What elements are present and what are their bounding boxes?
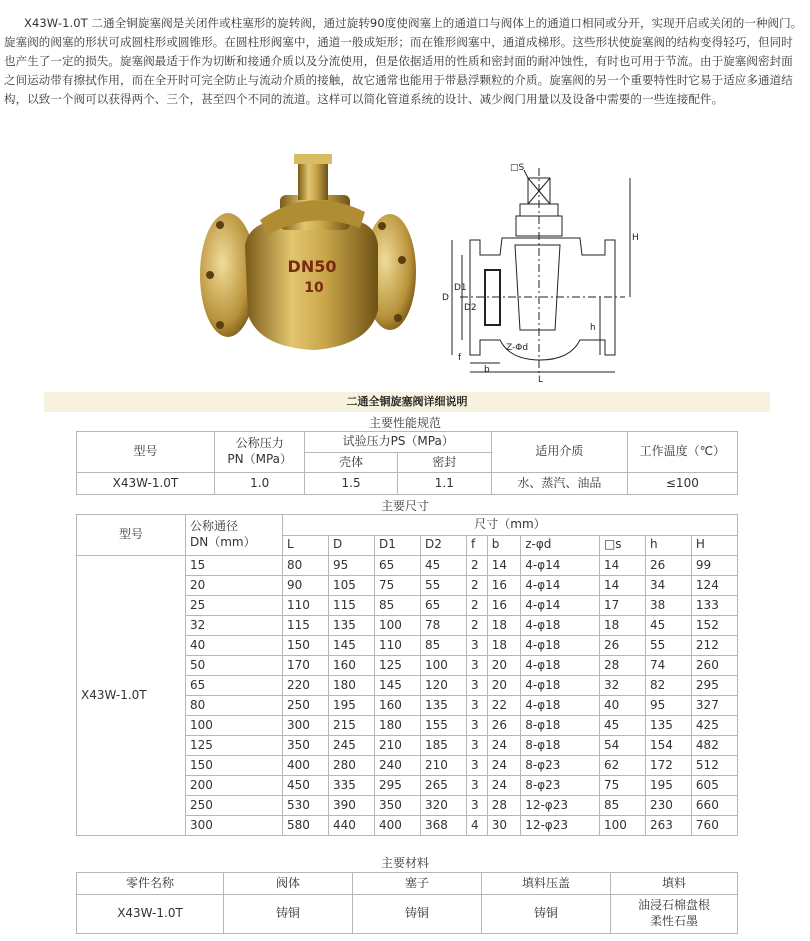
size-cell: 580 xyxy=(283,816,329,836)
perf-header-test: 试验压力PS（MPa） xyxy=(305,432,491,453)
size-dn-cell: 25 xyxy=(186,596,283,616)
size-cell: 26 xyxy=(487,716,520,736)
size-cell: 8-φ18 xyxy=(521,736,600,756)
size-cell: 78 xyxy=(420,616,466,636)
size-cell: 3 xyxy=(466,776,487,796)
size-col-header: D xyxy=(328,535,374,556)
size-cell: 55 xyxy=(420,576,466,596)
size-cell: 230 xyxy=(645,796,691,816)
size-cell: 65 xyxy=(374,556,420,576)
size-cell: 3 xyxy=(466,736,487,756)
drawing-label-D2: D2 xyxy=(464,303,477,313)
drawing-label-zd: Z-Φd xyxy=(506,343,529,353)
size-cell: 8-φ23 xyxy=(521,776,600,796)
size-cell: 80 xyxy=(283,556,329,576)
size-cell: 18 xyxy=(487,636,520,656)
perf-header-shell: 壳体 xyxy=(305,453,397,473)
size-cell: 295 xyxy=(374,776,420,796)
size-col-header: b xyxy=(487,535,520,556)
size-cell: 110 xyxy=(283,596,329,616)
size-cell: 26 xyxy=(599,636,645,656)
size-cell: 450 xyxy=(283,776,329,796)
size-header-model: 型号 xyxy=(77,515,186,556)
size-cell: 85 xyxy=(599,796,645,816)
size-dn-cell: 32 xyxy=(186,616,283,636)
mat-packing-2: 柔性石墨 xyxy=(649,914,698,928)
size-cell: 124 xyxy=(691,576,737,596)
size-cell: 295 xyxy=(691,676,737,696)
size-cell: 38 xyxy=(645,596,691,616)
size-cell: 18 xyxy=(487,616,520,636)
size-cell: 4-φ18 xyxy=(521,656,600,676)
drawing-label-D: D xyxy=(442,293,449,303)
size-cell: 150 xyxy=(283,636,329,656)
section-size: 主要尺寸 xyxy=(380,499,429,513)
size-cell: 195 xyxy=(328,696,374,716)
mat-gland: 铸铜 xyxy=(482,895,611,934)
size-cell: 3 xyxy=(466,636,487,656)
size-cell: 145 xyxy=(328,636,374,656)
size-cell: 4-φ14 xyxy=(521,556,600,576)
size-cell: 400 xyxy=(283,756,329,776)
size-cell: 210 xyxy=(374,736,420,756)
size-cell: 20 xyxy=(487,656,520,676)
size-col-header: h xyxy=(645,535,691,556)
size-cell: 195 xyxy=(645,776,691,796)
mat-header-gland: 填料压盖 xyxy=(482,873,611,895)
size-model: X43W-1.0T xyxy=(77,556,186,836)
size-cell: 85 xyxy=(420,636,466,656)
size-cell: 24 xyxy=(487,736,520,756)
size-cell: 160 xyxy=(328,656,374,676)
size-cell: 75 xyxy=(599,776,645,796)
size-col-header: L xyxy=(283,535,329,556)
size-dn-cell: 50 xyxy=(186,656,283,676)
size-dn-cell: 80 xyxy=(186,696,283,716)
size-cell: 17 xyxy=(599,596,645,616)
mat-packing xyxy=(611,895,738,934)
size-cell: 3 xyxy=(466,756,487,776)
size-cell: 390 xyxy=(328,796,374,816)
size-header-dim: 尺寸（mm） xyxy=(283,515,738,536)
size-cell: 240 xyxy=(374,756,420,776)
size-cell: 368 xyxy=(420,816,466,836)
size-cell: 155 xyxy=(420,716,466,736)
size-cell: 4-φ14 xyxy=(521,596,600,616)
size-cell: 4-φ18 xyxy=(521,616,600,636)
size-cell: 32 xyxy=(599,676,645,696)
size-cell: 16 xyxy=(487,596,520,616)
detail-title: 二通全铜旋塞阀详细说明 xyxy=(44,392,770,412)
size-cell: 180 xyxy=(328,676,374,696)
perf-shell: 1.5 xyxy=(305,473,397,495)
drawing-label-H: H xyxy=(632,233,639,243)
size-cell: 28 xyxy=(599,656,645,676)
size-cell: 95 xyxy=(645,696,691,716)
perf-model: X43W-1.0T xyxy=(77,473,215,495)
drawing-label-b: b xyxy=(484,365,490,375)
size-cell: 265 xyxy=(420,776,466,796)
size-cell: 350 xyxy=(283,736,329,756)
size-cell: 24 xyxy=(487,776,520,796)
size-cell: 34 xyxy=(645,576,691,596)
mat-header-body: 阀体 xyxy=(224,873,353,895)
size-col-header: □s xyxy=(599,535,645,556)
size-col-header: f xyxy=(466,535,487,556)
size-col-header: H xyxy=(691,535,737,556)
section-performance: 主要性能规范 xyxy=(368,416,441,430)
mat-body: 铸铜 xyxy=(224,895,353,934)
size-cell: 20 xyxy=(487,676,520,696)
size-cell: 65 xyxy=(420,596,466,616)
size-col-header: D2 xyxy=(420,535,466,556)
size-cell: 3 xyxy=(466,656,487,676)
size-cell: 110 xyxy=(374,636,420,656)
size-cell: 250 xyxy=(283,696,329,716)
size-cell: 2 xyxy=(466,616,487,636)
size-cell: 90 xyxy=(283,576,329,596)
mat-plug: 铸铜 xyxy=(353,895,482,934)
perf-pn: 1.0 xyxy=(214,473,305,495)
intro-paragraph: X43W-1.0T 二通全铜旋塞阀是关闭件或柱塞形的旋转阀，通过旋转90度使阀塞上的通道口与阀体上的通道口相同或分开，实现开启或关闭的一种阀门。旋塞阀的阀塞的形状可成圆柱形或圆锥形。在圆柱形阀塞中，通道一般成矩形；而在锥形阀塞中，通道成梯形。这些形状使旋塞阀的结构变得轻巧，但同时也产生了一定的损失。旋塞阀最适于作为切断和接通介质以及分流使用，但是依据适用的性质和密封面的耐冲蚀性，有时也可用于节流。由于旋塞阀密封面之间运动带有擦拭作用，而在全开时可完全防止与流动介质的接触，故它通常也能用于带悬浮颗粒的介质。旋塞阀的另一个重要特性时它易于适应多通道结构，以致一个阀可以获得两个、三个，甚至四个不同的流道。这样可以简化管道系统的设计、减少阀门用量以及设备中需要的一些连接配件。 xyxy=(4,16,803,106)
size-cell: 350 xyxy=(374,796,420,816)
size-cell: 154 xyxy=(645,736,691,756)
size-cell: 12-φ23 xyxy=(521,816,600,836)
mat-model: X43W-1.0T xyxy=(77,895,224,934)
performance-table xyxy=(76,431,738,495)
size-cell: 75 xyxy=(374,576,420,596)
size-cell: 74 xyxy=(645,656,691,676)
size-cell: 320 xyxy=(420,796,466,816)
size-cell: 135 xyxy=(645,716,691,736)
size-cell: 54 xyxy=(599,736,645,756)
size-cell: 135 xyxy=(328,616,374,636)
size-cell: 18 xyxy=(599,616,645,636)
drawing-label-h: h xyxy=(590,323,596,333)
size-cell: 99 xyxy=(691,556,737,576)
size-cell: 85 xyxy=(374,596,420,616)
size-cell: 100 xyxy=(420,656,466,676)
size-cell: 440 xyxy=(328,816,374,836)
size-header-dn: 公称通径 DN（mm） xyxy=(186,515,283,556)
drawing-label-D1: D1 xyxy=(454,283,467,293)
size-dn-cell: 250 xyxy=(186,796,283,816)
size-cell: 160 xyxy=(374,696,420,716)
size-dn-cell: 20 xyxy=(186,576,283,596)
size-cell: 172 xyxy=(645,756,691,776)
size-dn-cell: 125 xyxy=(186,736,283,756)
size-cell: 280 xyxy=(328,756,374,776)
material-table xyxy=(76,872,738,934)
size-cell: 263 xyxy=(645,816,691,836)
size-dn-cell: 65 xyxy=(186,676,283,696)
size-cell: 100 xyxy=(374,616,420,636)
size-table xyxy=(76,514,738,836)
size-row xyxy=(77,556,738,576)
size-cell: 62 xyxy=(599,756,645,776)
size-cell: 115 xyxy=(328,596,374,616)
perf-medium: 水、蒸汽、油品 xyxy=(491,473,627,495)
size-cell: 185 xyxy=(420,736,466,756)
valve-stem xyxy=(298,158,328,200)
size-cell: 212 xyxy=(691,636,737,656)
size-cell: 3 xyxy=(466,796,487,816)
size-cell: 425 xyxy=(691,716,737,736)
size-cell: 115 xyxy=(283,616,329,636)
size-col-header: z-φd xyxy=(521,535,600,556)
photo-body-text-1: DN50 xyxy=(287,257,337,276)
size-cell: 30 xyxy=(487,816,520,836)
perf-header-pn: 公称压力 PN（MPa） xyxy=(214,432,305,473)
size-dn-cell: 15 xyxy=(186,556,283,576)
drawing-label-L: L xyxy=(538,375,544,385)
perf-seal: 1.1 xyxy=(397,473,491,495)
size-cell: 105 xyxy=(328,576,374,596)
size-cell: 260 xyxy=(691,656,737,676)
size-cell: 2 xyxy=(466,576,487,596)
size-cell: 220 xyxy=(283,676,329,696)
perf-temp: ≤100 xyxy=(627,473,737,495)
size-col-header: D1 xyxy=(374,535,420,556)
perf-header-seal: 密封 xyxy=(397,453,491,473)
size-cell: 45 xyxy=(645,616,691,636)
size-dn-cell: 100 xyxy=(186,716,283,736)
size-cell: 82 xyxy=(645,676,691,696)
size-cell: 8-φ18 xyxy=(521,716,600,736)
size-dn-cell: 40 xyxy=(186,636,283,656)
size-cell: 40 xyxy=(599,696,645,716)
mat-header-part: 零件名称 xyxy=(77,873,224,895)
size-cell: 512 xyxy=(691,756,737,776)
size-dn-cell: 150 xyxy=(186,756,283,776)
size-cell: 605 xyxy=(691,776,737,796)
perf-header-model: 型号 xyxy=(77,432,215,473)
section-material: 主要材料 xyxy=(380,856,429,870)
mat-packing-1: 油浸石棉盘根 xyxy=(637,898,710,913)
size-cell: 95 xyxy=(328,556,374,576)
size-cell: 2 xyxy=(466,556,487,576)
size-cell: 215 xyxy=(328,716,374,736)
size-cell: 335 xyxy=(328,776,374,796)
size-cell: 145 xyxy=(374,676,420,696)
size-cell: 14 xyxy=(599,576,645,596)
size-cell: 133 xyxy=(691,596,737,616)
size-cell: 210 xyxy=(420,756,466,776)
size-cell: 14 xyxy=(599,556,645,576)
size-cell: 45 xyxy=(599,716,645,736)
size-cell: 125 xyxy=(374,656,420,676)
size-dn-cell: 300 xyxy=(186,816,283,836)
size-cell: 3 xyxy=(466,676,487,696)
drawing-label-f: f xyxy=(458,353,462,363)
mat-header-plug: 塞子 xyxy=(353,873,482,895)
size-cell: 152 xyxy=(691,616,737,636)
size-cell: 4-φ18 xyxy=(521,636,600,656)
size-cell: 26 xyxy=(645,556,691,576)
size-cell: 170 xyxy=(283,656,329,676)
size-cell: 45 xyxy=(420,556,466,576)
size-dn-cell: 200 xyxy=(186,776,283,796)
size-cell: 530 xyxy=(283,796,329,816)
size-cell: 4 xyxy=(466,816,487,836)
drawing-label-s: □S xyxy=(510,163,525,173)
size-cell: 4-φ14 xyxy=(521,576,600,596)
size-cell: 55 xyxy=(645,636,691,656)
size-cell: 327 xyxy=(691,696,737,716)
size-cell: 28 xyxy=(487,796,520,816)
photo-body-text-2: 10 xyxy=(304,280,324,296)
size-cell: 8-φ23 xyxy=(521,756,600,776)
size-cell: 400 xyxy=(374,816,420,836)
size-cell: 16 xyxy=(487,576,520,596)
size-cell: 300 xyxy=(283,716,329,736)
size-cell: 482 xyxy=(691,736,737,756)
size-cell: 12-φ23 xyxy=(521,796,600,816)
size-cell: 660 xyxy=(691,796,737,816)
mat-header-packing: 填料 xyxy=(611,873,738,895)
valve-drawing xyxy=(440,160,640,385)
size-cell: 245 xyxy=(328,736,374,756)
valve-photo xyxy=(190,150,430,360)
size-cell: 22 xyxy=(487,696,520,716)
size-cell: 3 xyxy=(466,716,487,736)
size-cell: 14 xyxy=(487,556,520,576)
size-cell: 760 xyxy=(691,816,737,836)
size-cell: 2 xyxy=(466,596,487,616)
size-cell: 180 xyxy=(374,716,420,736)
size-cell: 135 xyxy=(420,696,466,716)
size-cell: 4-φ18 xyxy=(521,676,600,696)
size-cell: 120 xyxy=(420,676,466,696)
size-cell: 3 xyxy=(466,696,487,716)
size-cell: 4-φ18 xyxy=(521,696,600,716)
size-cell: 24 xyxy=(487,756,520,776)
size-cell: 100 xyxy=(599,816,645,836)
perf-header-medium: 适用介质 xyxy=(491,432,627,473)
perf-header-temp: 工作温度（℃） xyxy=(627,432,737,473)
